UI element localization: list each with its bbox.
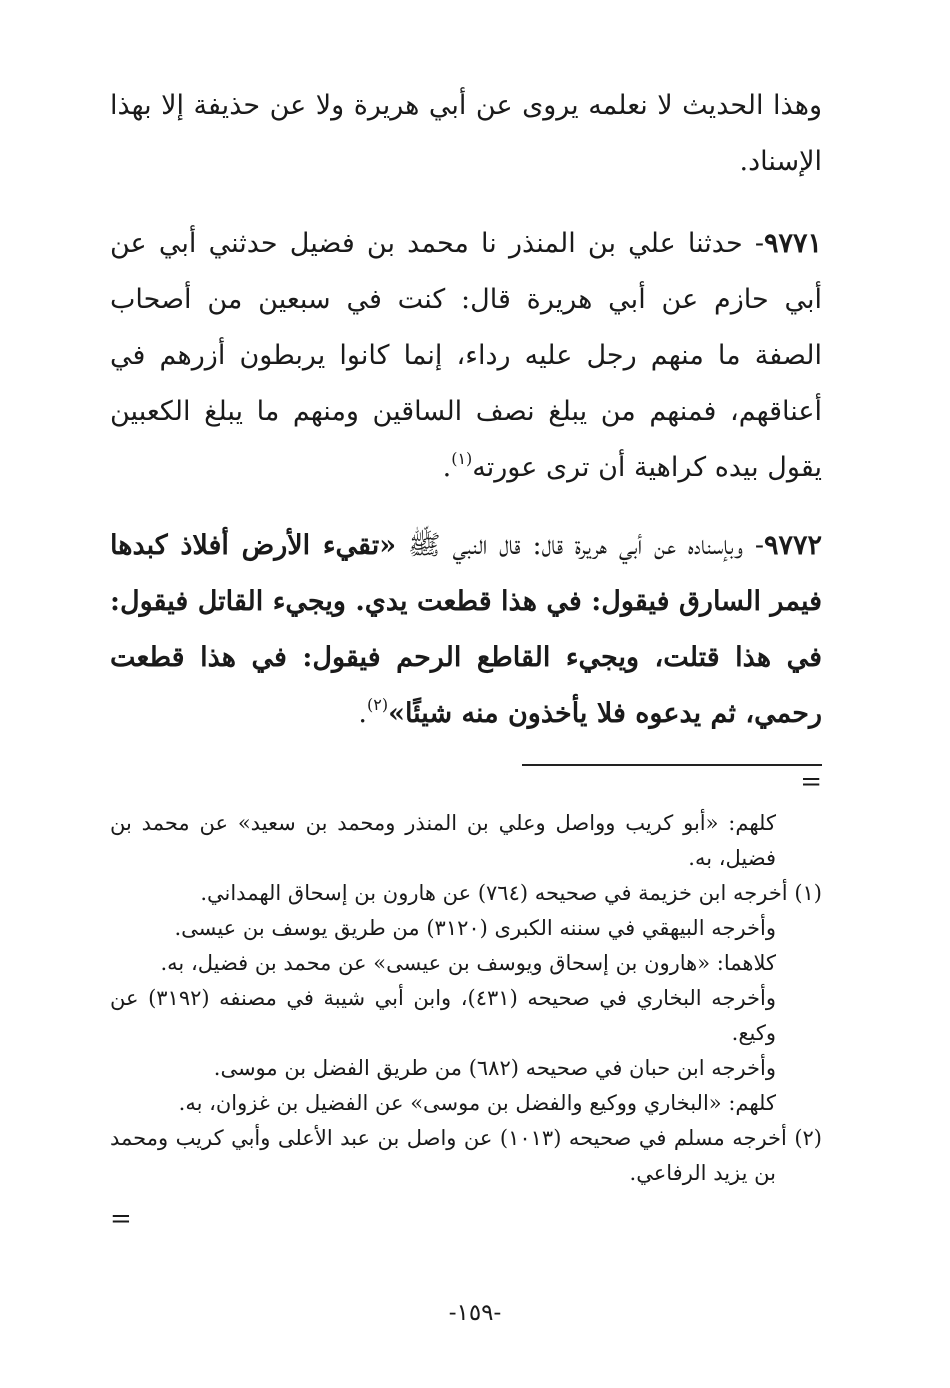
hadith-9771 xyxy=(110,216,822,496)
footnote-continuation-mark: = xyxy=(800,767,822,797)
footnote-1: (١) أخرجه ابن خزيمة في صحيحه (٧٦٤) عن هارون بن إسحاق الهمداني. xyxy=(200,881,822,905)
footnote-line: وأخرجه البيهقي في سننه الكبرى (٣١٢٠) من طريق يوسف بن عيسى. xyxy=(174,916,776,940)
footnote-line: وأخرجه ابن حبان في صحيحه (٦٨٢) من طريق الفضل بن موسى. xyxy=(213,1056,776,1080)
footnote-line: كلهم: «البخاري ووكيع والفضل بن موسى» عن الفضيل بن غزوان، به. xyxy=(178,1091,776,1115)
footnote-ref-2[interactable]: (٢) xyxy=(366,695,389,714)
hadith-9772 xyxy=(110,518,822,742)
page-number: -١٥٩- xyxy=(448,1300,502,1326)
footnotes xyxy=(110,806,822,1191)
hadith-quote: «تقيء الأرض أفلاذ كبدها فيمر السارق فيقول: في هذا قطعت يدي. ويجيء القاتل فيقول: في هذا قتلت، ويجيء القاطع الرحم فيقول: في هذا قطعت رحمي، ثم يدعوه فلا يأخذون منه شيئًا» xyxy=(110,530,822,729)
hadith-text: - حدثنا علي بن المنذر نا محمد بن فضيل حدثني أبي عن أبي حازم عن أبي هريرة قال: كنت في سبعين من أصحاب الصفة ما منهم رجل عليه رداء، إنما كانوا يربطون أزرهم في أعناقهم، فمنهم من يبلغ نصف الساقين ومنهم ما يبلغ الكعبين يقول بيده كراهية أن ترى عورته xyxy=(110,228,822,483)
hadith-number: ٩٧٧١ xyxy=(763,228,822,259)
hadith-number: ٩٧٧٢ xyxy=(763,530,822,561)
footnote-line: كلهم: «أبو كريب وواصل وعلي بن المنذر ومحمد بن سعيد» عن محمد بن فضيل، به. xyxy=(110,811,776,870)
hadith-intro: - وبإسناده عن أبي هريرة قال: قال النبي ﷺ xyxy=(396,530,764,561)
sentence-end: . xyxy=(442,452,452,483)
sentence-end: . xyxy=(358,698,367,729)
footnote-end-mark: = xyxy=(110,1204,132,1234)
closing-note-paragraph: وهذا الحديث لا نعلمه يروى عن أبي هريرة ولا عن حذيفة إلا بهذا الإسناد. xyxy=(110,90,822,177)
footnote-ref-1[interactable]: (١) xyxy=(451,449,473,468)
footnote-2: (٢) أخرجه مسلم في صحيحه (١٠١٣) عن واصل بن عبد الأعلى وأبي كريب ومحمد بن يزيد الرفاعي. xyxy=(110,1126,822,1185)
footnote-line: كلاهما: «هارون بن إسحاق ويوسف بن عيسى» عن محمد بن فضيل، به. xyxy=(160,951,776,975)
footnote-line: وأخرجه البخاري في صحيحه (٤٣١)، وابن أبي شيبة في مصنفه (٣١٩٢) عن وكيع. xyxy=(110,986,776,1045)
page-body xyxy=(110,78,822,1233)
footnote-divider xyxy=(522,764,822,766)
